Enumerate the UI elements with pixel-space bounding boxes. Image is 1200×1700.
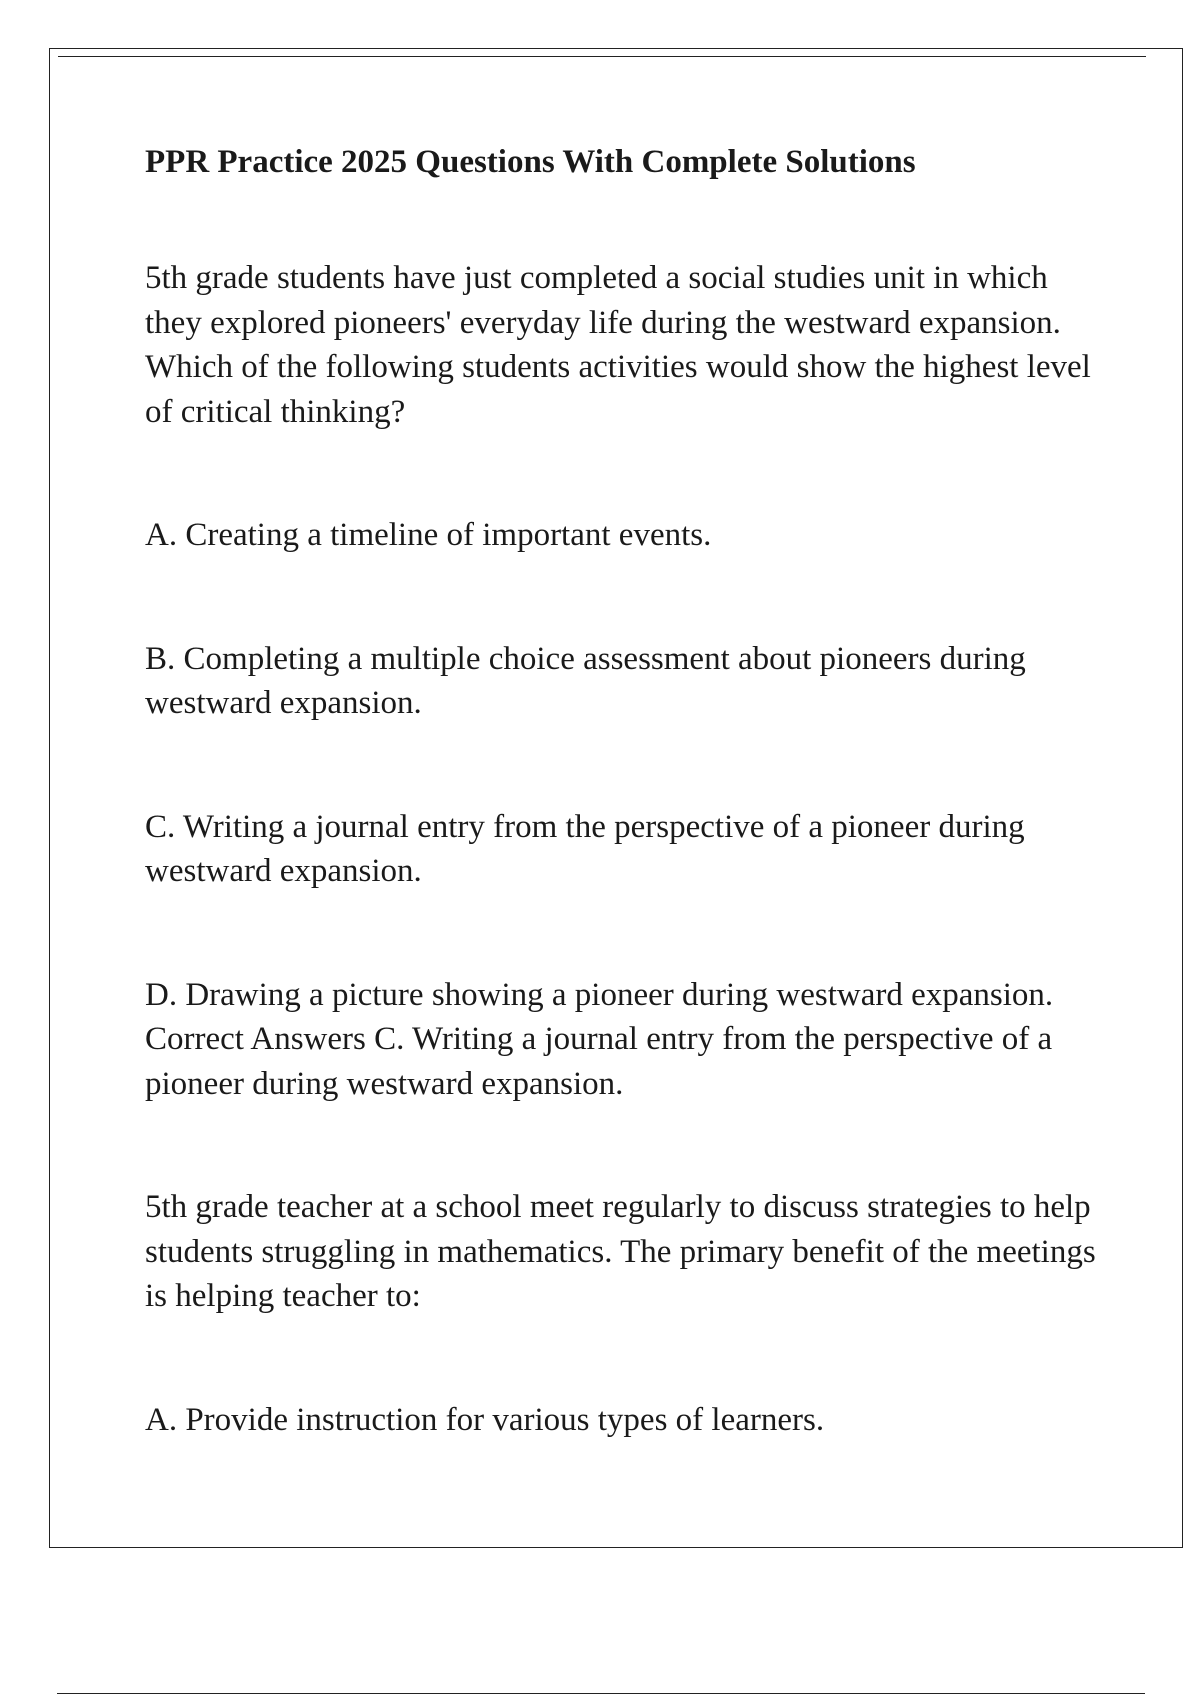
document-title: PPR Practice 2025 Questions With Complete Solutions [145, 144, 916, 180]
question-1-option-a: A. Creating a timeline of important events. [145, 517, 712, 553]
question-1-option-b: B. Completing a multiple choice assessment about pioneers during westward expansion. [145, 640, 1026, 721]
question-2-stem: 5th grade teacher at a school meet regularly to discuss strategies to help students struggling in mathematics. The primary benefit of the meetings is helping teacher to: [145, 1189, 1096, 1314]
bottom-rule [57, 1693, 1145, 1694]
question-1-option-d-answer: D. Drawing a picture showing a pioneer during westward expansion. Correct Answers C. Writing a journal entry from the perspective of a pioneer during westward expansion. [145, 976, 1054, 1102]
top-rule [58, 56, 1146, 57]
question-1-option-c: C. Writing a journal entry from the perspective of a pioneer during westward expansion. [145, 808, 1025, 889]
question-1-stem: 5th grade students have just completed a social studies unit in which they explored pioneers' everyday life during the westward expansion. Which of the following students activities would show the highest level of critical thinking? [145, 260, 1091, 430]
question-2-option-a: A. Provide instruction for various types of learners. [145, 1401, 825, 1438]
document-body [145, 140, 1105, 1442]
